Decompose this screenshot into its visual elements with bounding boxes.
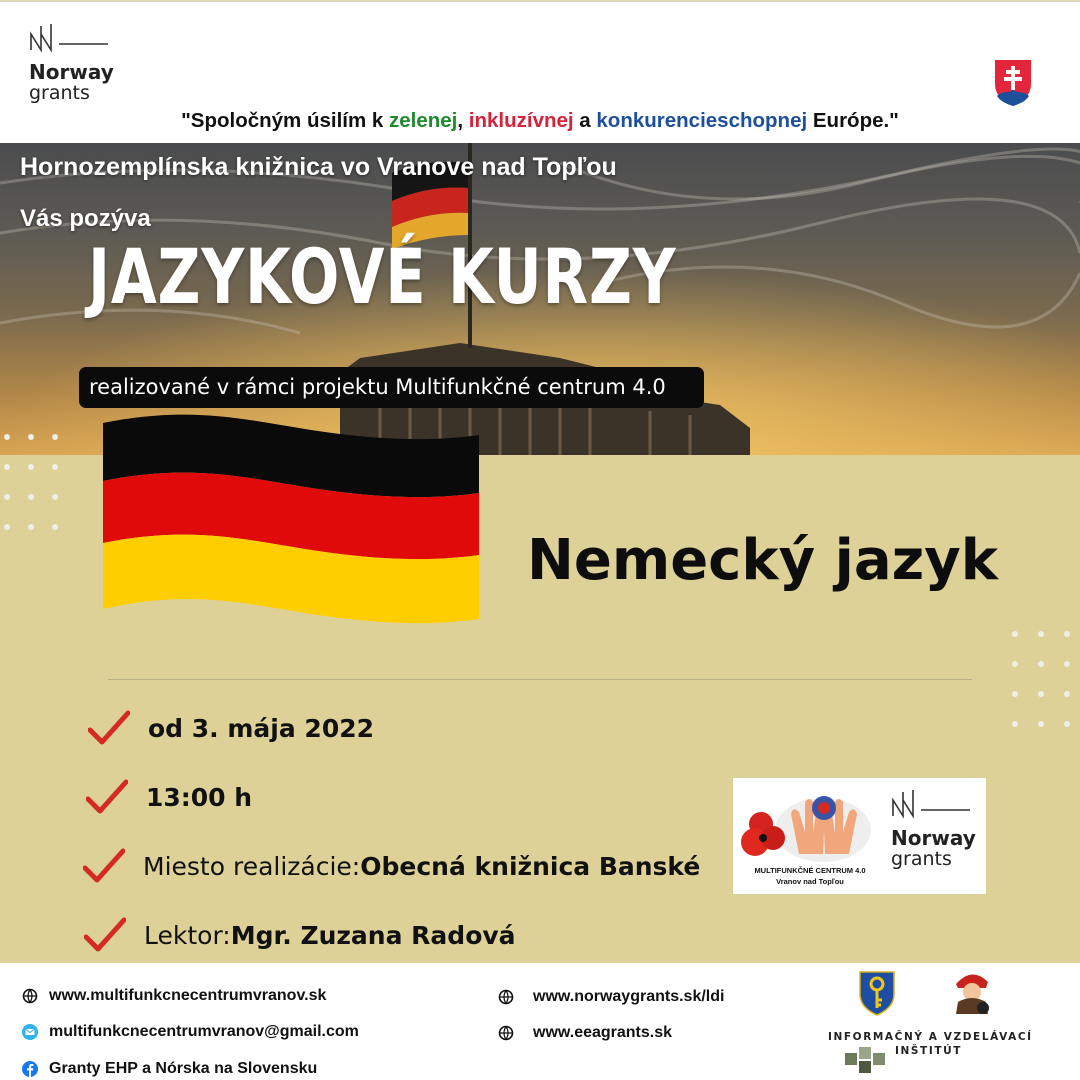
footer-web1-text: www.multifunkcnecentrumvranov.sk bbox=[49, 987, 327, 1004]
course-date: od 3. mája 2022 bbox=[148, 713, 375, 743]
norway-grants-logo-icon bbox=[29, 22, 109, 56]
german-flag-icon bbox=[103, 413, 479, 627]
institute-line1: INFORMAČNÝ A VZDELÁVACÍ bbox=[828, 1031, 1033, 1043]
norway-grants-logo bbox=[29, 22, 114, 105]
institute-line2: INŠTITÚT bbox=[895, 1045, 962, 1057]
footer-email[interactable] bbox=[22, 1023, 359, 1041]
mascot-icon bbox=[950, 968, 994, 1016]
slogan-sep1: , bbox=[457, 109, 469, 132]
footer-web2-text: www.norwaygrants.sk/ldi bbox=[533, 988, 725, 1005]
partner-logos bbox=[733, 778, 986, 894]
slogan-blue: konkurencieschopnej bbox=[596, 109, 808, 132]
globe-icon bbox=[498, 1025, 514, 1041]
course-language: Nemecký jazyk bbox=[527, 528, 998, 593]
footer-web3-text: www.eeagrants.sk bbox=[533, 1024, 673, 1041]
partner-norway-grants-logo bbox=[891, 788, 976, 871]
logo-grants-text: grants bbox=[29, 82, 90, 105]
multifunction-center-logo-icon bbox=[739, 784, 879, 866]
partner-name: MULTIFUNKČNÉ CENTRUM 4.0 bbox=[754, 866, 866, 875]
check-icon bbox=[83, 848, 125, 884]
check-icon bbox=[84, 917, 126, 953]
place-label: Miesto realizácie: bbox=[143, 851, 361, 881]
norway-grants-logo-icon bbox=[891, 788, 971, 822]
course-time: 13:00 h bbox=[146, 782, 253, 812]
time-row bbox=[86, 779, 252, 815]
check-icon bbox=[86, 779, 128, 815]
place-row bbox=[83, 848, 700, 884]
lector-value: Mgr. Zuzana Radová bbox=[230, 920, 516, 950]
footer-facebook-text: Granty EHP a Nórska na Slovensku bbox=[49, 1060, 318, 1077]
place-value: Obecná knižnica Banské bbox=[360, 851, 701, 881]
partner-grants-text: grants bbox=[891, 848, 952, 871]
puzzle-icon bbox=[843, 1045, 889, 1075]
footer-email-text: multifunkcnecentrumvranov@gmail.com bbox=[49, 1023, 359, 1040]
lector-row bbox=[84, 917, 516, 953]
partner-norway-text: Norway bbox=[891, 826, 976, 850]
invites-text: Vás pozýva bbox=[20, 205, 151, 232]
slogan-sep2: a bbox=[573, 109, 597, 132]
slogan bbox=[0, 109, 1080, 133]
divider-line bbox=[108, 679, 972, 680]
footer-web3[interactable] bbox=[498, 1024, 672, 1042]
slogan-green: zelenej bbox=[389, 109, 458, 132]
email-icon bbox=[22, 1024, 38, 1040]
slogan-prefix: "Spoločným úsilím k bbox=[181, 109, 390, 132]
check-icon bbox=[88, 710, 130, 746]
slogan-suffix: Európe." bbox=[807, 109, 899, 132]
globe-icon bbox=[22, 988, 38, 1004]
logo-norway-text: Norway bbox=[29, 60, 114, 84]
lector-label: Lektor: bbox=[144, 920, 231, 950]
project-pill: realizované v rámci projektu Multifunkčné centrum 4.0 bbox=[79, 367, 704, 408]
top-bar bbox=[0, 0, 1080, 143]
partner-city: Vranov nad Topľou bbox=[776, 877, 844, 886]
footer-web2[interactable] bbox=[498, 988, 724, 1006]
main-title: JAZYKOVÉ KURZY bbox=[88, 232, 677, 321]
key-coat-of-arms-icon bbox=[858, 970, 896, 1016]
facebook-icon bbox=[22, 1061, 38, 1077]
globe-icon bbox=[498, 989, 514, 1005]
slovak-coat-of-arms-icon bbox=[993, 58, 1033, 108]
slogan-red: inkluzívnej bbox=[468, 109, 574, 132]
footer-facebook[interactable] bbox=[22, 1060, 317, 1078]
date-row bbox=[88, 710, 374, 746]
organizer-text: Hornozemplínska knižnica vo Vranove nad Topľou bbox=[20, 153, 617, 181]
footer-web1[interactable] bbox=[22, 987, 326, 1005]
